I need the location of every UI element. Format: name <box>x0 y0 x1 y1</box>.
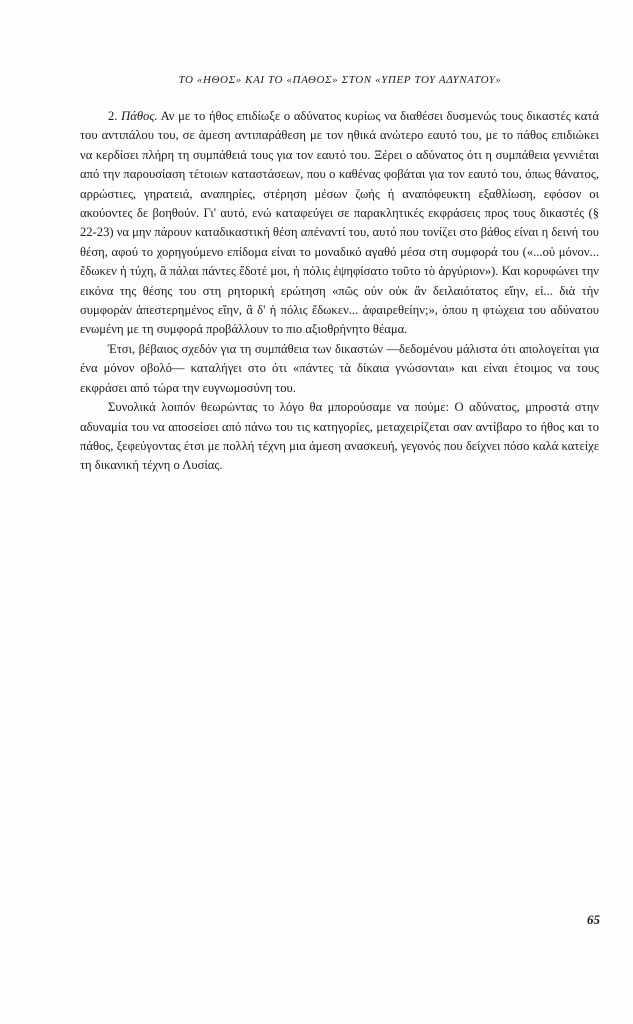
section-title: Πάθος. <box>121 109 158 123</box>
paragraph-1 <box>80 107 599 340</box>
running-head: ΤΟ «ΗΘΟΣ» ΚΑΙ ΤΟ «ΠΑΘΟΣ» ΣΤΟΝ «ΥΠΕΡ ΤΟΥ ΑΔΥΝΑΤΟΥ» <box>178 74 502 86</box>
paragraph-3: Συνολικά λοιπόν θεωρώντας το λόγο θα μπορούσαμε να πούμε: Ο αδύνατος, μπροστά στην αδυναμία του να αποσείσει από πάνω του τις κατηγορίες, μεταχειρίζεται σαν αντίβαρο το ήθος και το πάθος, ξεφεύγοντας έτσι με πολλή τέχνη μια άμεση ανασκευή, γεγονός που δείχνει πόσο καλά κατείχε τη δικανική τέχνη ο Λυσίας. <box>80 400 599 473</box>
paragraph-2: Έτσι, βέβαιος σχεδόν για τη συμπάθεια των δικαστών —δεδομένου μάλιστα ότι απολογείται για ένα μόνον οβολό— καταλήγει στο ότι «πάντες τὰ δίκαια γνώσονται» και είναι έτοιμος να τους εκφράσει από τώρα την ευγνωμοσύνη του. <box>80 341 599 395</box>
page-number: 65 <box>587 912 600 927</box>
section-number: 2. <box>108 109 118 123</box>
body-text <box>80 107 599 476</box>
paragraph-1-text: Αν με το ήθος επιδίωξε ο αδύνατος κυρίως να διαθέσει δυσμενώς τους δικαστές κατά του αντιπάλου του, σε άμεση αντιπαράθεση με τον ηθικά ανώτερο εαυτό του, με το πάθος επιδιώκει να κερδίσει πλήρη τη συμπάθειά τους για τον εαυτό του. Ξέρει ο αδύνατος ότι η συμπάθεια γεννιέται από την παρουσίαση τέτοιων καταστάσεων, που ο καθένας φοβάται για τον εαυτό του, όπως θάνατος, αρρώστιες, γηρατειά, αναπηρίες, στέρηση μέσων ζωής ή αναπόφευκτη εξαθλίωση, εφόσον οι ακούοντες δε βοηθούν. Γι' αυτό, ενώ καταφεύγει σε παρακλητικές εκφράσεις προς τους δικαστές (§ 22-23) να μην πάρουν καταδικαστική θέση απέναντί του, αυτό που τονίζει στο βάθος είναι η δεινή του θέση, αφού το χορηγούμενο επίδομα είναι το μοναδικό αγαθό μέσα στη συμφορά του («...οὐ μόνον... ἔδωκεν ἡ τύχη, ἃ πάλαι πάντες ἔδοτέ μοι, ἡ πόλις ἐψηφίσατο τοῦτο τὸ ἀργύριον»). Και κορυφώνει την εικόνα της θέσης του στη ρητορική ερώτηση «πῶς οὐν οὐκ ἂν δειλαιότατος εἴην, εἰ... διὰ τὴν συμφορὰν ἀπεστερημένος εἴην, ἃ δ' ἡ πόλις ἔδωκεν... ἀφαιρεθείην;», όπου η φτώχεια του αδύνατου ενωμένη με τη συμφορά προβάλλουν το πιο αξιοθρήνητο θέαμα. <box>80 109 599 337</box>
